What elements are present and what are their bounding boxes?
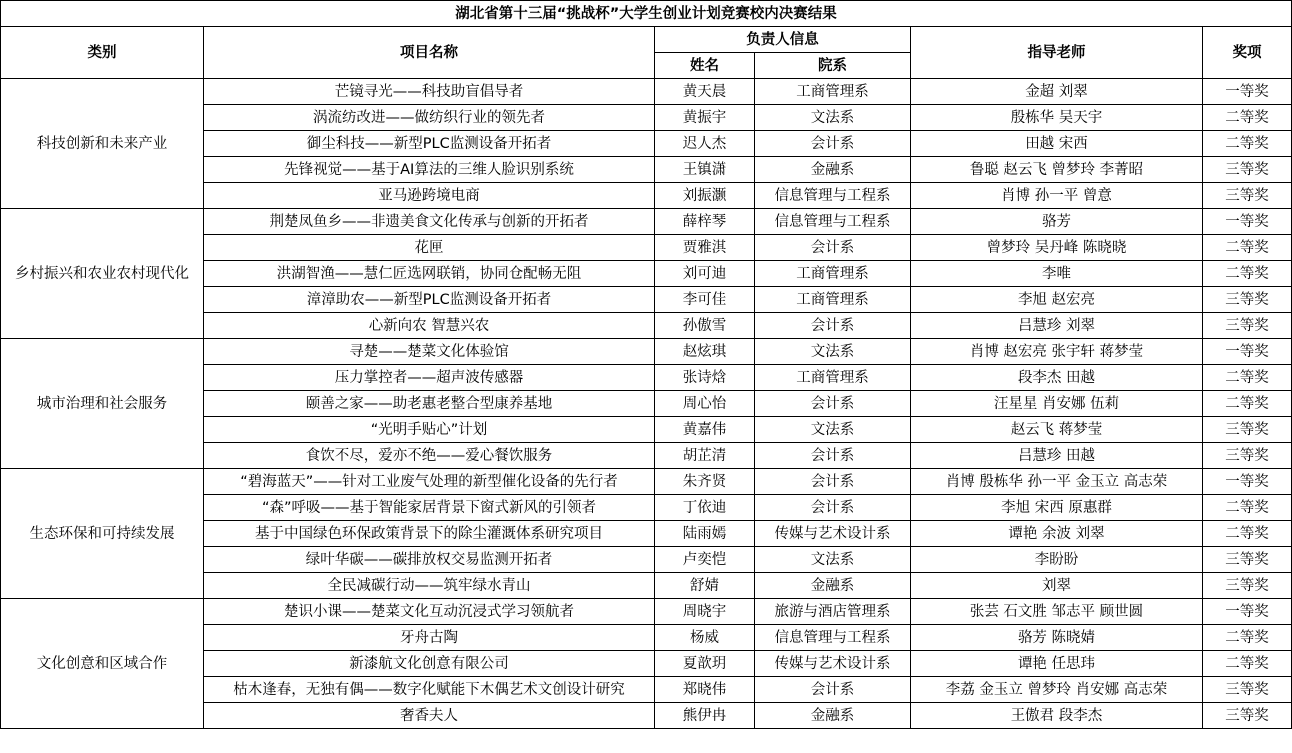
project-name-cell: 牙舟古陶 [204, 625, 655, 651]
table-row [1, 209, 1292, 235]
project-name-cell: 涡流纺改进——做纺织行业的领先者 [204, 105, 655, 131]
project-name-cell: 食饮不尽，爱亦不绝——爱心餐饮服务 [204, 443, 655, 469]
award-cell: 二等奖 [1203, 131, 1292, 157]
award-cell: 二等奖 [1203, 495, 1292, 521]
header-department: 院系 [755, 53, 911, 79]
project-name-cell: 花匣 [204, 235, 655, 261]
advisor-cell: 赵云飞 蒋梦莹 [911, 417, 1203, 443]
award-cell: 三等奖 [1203, 677, 1292, 703]
category-cell: 科技创新和未来产业 [1, 79, 204, 209]
advisor-cell: 殷栋华 吴天宇 [911, 105, 1203, 131]
table-row [1, 599, 1292, 625]
leader-name-cell: 周晓宇 [655, 599, 755, 625]
project-name-cell: 御尘科技——新型PLC监测设备开拓者 [204, 131, 655, 157]
leader-name-cell: 卢奕恺 [655, 547, 755, 573]
advisor-cell: 骆芳 [911, 209, 1203, 235]
table-body [1, 79, 1292, 729]
award-cell: 二等奖 [1203, 365, 1292, 391]
header-category: 类别 [1, 27, 204, 79]
leader-name-cell: 舒婧 [655, 573, 755, 599]
project-name-cell: 寻楚——楚菜文化体验馆 [204, 339, 655, 365]
department-cell: 工商管理系 [755, 365, 911, 391]
department-cell: 会计系 [755, 391, 911, 417]
project-name-cell: 芒镜寻光——科技助盲倡导者 [204, 79, 655, 105]
project-name-cell: 心新向农 智慧兴农 [204, 313, 655, 339]
award-cell: 三等奖 [1203, 287, 1292, 313]
department-cell: 工商管理系 [755, 261, 911, 287]
award-cell: 一等奖 [1203, 339, 1292, 365]
leader-name-cell: 周心怡 [655, 391, 755, 417]
department-cell: 金融系 [755, 703, 911, 729]
advisor-cell: 曾梦玲 吴丹峰 陈晓晓 [911, 235, 1203, 261]
project-name-cell: “碧海蓝天”——针对工业废气处理的新型催化设备的先行者 [204, 469, 655, 495]
advisor-cell: 李唯 [911, 261, 1203, 287]
advisor-cell: 肖博 孙一平 曾意 [911, 183, 1203, 209]
leader-name-cell: 王镇潇 [655, 157, 755, 183]
advisor-cell: 王傲君 段李杰 [911, 703, 1203, 729]
advisor-cell: 田越 宋西 [911, 131, 1203, 157]
leader-name-cell: 贾雅淇 [655, 235, 755, 261]
header-advisor: 指导老师 [911, 27, 1203, 79]
project-name-cell: 绿叶华碳——碳排放权交易监测开拓者 [204, 547, 655, 573]
project-name-cell: 新漆航文化创意有限公司 [204, 651, 655, 677]
advisor-cell: 肖博 殷栋华 孙一平 金玉立 高志荣 [911, 469, 1203, 495]
table-row [1, 79, 1292, 105]
department-cell: 工商管理系 [755, 287, 911, 313]
leader-name-cell: 黄天晨 [655, 79, 755, 105]
project-name-cell: “光明手贴心”计划 [204, 417, 655, 443]
project-name-cell: 基于中国绿色环保政策背景下的除尘灌溉体系研究项目 [204, 521, 655, 547]
department-cell: 金融系 [755, 157, 911, 183]
department-cell: 文法系 [755, 105, 911, 131]
leader-name-cell: 朱齐贤 [655, 469, 755, 495]
award-cell: 三等奖 [1203, 157, 1292, 183]
department-cell: 会计系 [755, 131, 911, 157]
category-cell: 乡村振兴和农业农村现代化 [1, 209, 204, 339]
project-name-cell: 全民减碳行动——筑牢绿水青山 [204, 573, 655, 599]
department-cell: 会计系 [755, 469, 911, 495]
category-cell: 文化创意和区域合作 [1, 599, 204, 729]
department-cell: 会计系 [755, 235, 911, 261]
award-cell: 三等奖 [1203, 417, 1292, 443]
award-cell: 一等奖 [1203, 599, 1292, 625]
department-cell: 信息管理与工程系 [755, 625, 911, 651]
leader-name-cell: 迟人杰 [655, 131, 755, 157]
project-name-cell: 楚识小课——楚菜文化互动沉浸式学习领航者 [204, 599, 655, 625]
page-title: 湖北省第十三届“挑战杯”大学生创业计划竞赛校内决赛结果 [1, 1, 1292, 27]
leader-name-cell: 胡芷清 [655, 443, 755, 469]
advisor-cell: 李荔 金玉立 曾梦玲 肖安娜 高志荣 [911, 677, 1203, 703]
department-cell: 金融系 [755, 573, 911, 599]
leader-name-cell: 郑晓伟 [655, 677, 755, 703]
award-cell: 一等奖 [1203, 469, 1292, 495]
advisor-cell: 李盼盼 [911, 547, 1203, 573]
advisor-cell: 骆芳 陈晓婧 [911, 625, 1203, 651]
advisor-cell: 李旭 赵宏亮 [911, 287, 1203, 313]
advisor-cell: 汪星星 肖安娜 伍莉 [911, 391, 1203, 417]
leader-name-cell: 张诗焓 [655, 365, 755, 391]
leader-name-cell: 丁依迪 [655, 495, 755, 521]
header-name: 姓名 [655, 53, 755, 79]
award-cell: 二等奖 [1203, 391, 1292, 417]
leader-name-cell: 刘可迪 [655, 261, 755, 287]
department-cell: 传媒与艺术设计系 [755, 521, 911, 547]
department-cell: 文法系 [755, 339, 911, 365]
advisor-cell: 吕慧珍 田越 [911, 443, 1203, 469]
leader-name-cell: 赵炫琪 [655, 339, 755, 365]
project-name-cell: “森”呼吸——基于智能家居背景下窗式新风的引领者 [204, 495, 655, 521]
leader-name-cell: 熊伊冉 [655, 703, 755, 729]
leader-name-cell: 夏歆玥 [655, 651, 755, 677]
category-cell: 城市治理和社会服务 [1, 339, 204, 469]
award-cell: 二等奖 [1203, 651, 1292, 677]
department-cell: 会计系 [755, 313, 911, 339]
department-cell: 文法系 [755, 417, 911, 443]
leader-name-cell: 孙傲雪 [655, 313, 755, 339]
leader-name-cell: 陆雨嫣 [655, 521, 755, 547]
award-cell: 三等奖 [1203, 573, 1292, 599]
award-cell: 一等奖 [1203, 209, 1292, 235]
award-cell: 二等奖 [1203, 235, 1292, 261]
header-award: 奖项 [1203, 27, 1292, 79]
header-project: 项目名称 [204, 27, 655, 79]
project-name-cell: 洪湖智渔——慧仁匠选网联销，协同仓配畅无阻 [204, 261, 655, 287]
department-cell: 会计系 [755, 443, 911, 469]
advisor-cell: 肖博 赵宏亮 张宇轩 蒋梦莹 [911, 339, 1203, 365]
table-row [1, 339, 1292, 365]
department-cell: 工商管理系 [755, 79, 911, 105]
header-leader-info: 负责人信息 [655, 27, 911, 53]
advisor-cell: 吕慧珍 刘翠 [911, 313, 1203, 339]
advisor-cell: 谭艳 任思玮 [911, 651, 1203, 677]
advisor-cell: 刘翠 [911, 573, 1203, 599]
department-cell: 会计系 [755, 677, 911, 703]
award-cell: 三等奖 [1203, 313, 1292, 339]
award-cell: 一等奖 [1203, 79, 1292, 105]
project-name-cell: 荆楚凤鱼乡——非遗美食文化传承与创新的开拓者 [204, 209, 655, 235]
leader-name-cell: 李可佳 [655, 287, 755, 313]
advisor-cell: 谭艳 余波 刘翠 [911, 521, 1203, 547]
award-cell: 二等奖 [1203, 105, 1292, 131]
advisor-cell: 段李杰 田越 [911, 365, 1203, 391]
award-cell: 二等奖 [1203, 625, 1292, 651]
award-cell: 三等奖 [1203, 547, 1292, 573]
department-cell: 信息管理与工程系 [755, 183, 911, 209]
advisor-cell: 鲁聪 赵云飞 曾梦玲 李菁昭 [911, 157, 1203, 183]
project-name-cell: 压力掌控者——超声波传感器 [204, 365, 655, 391]
project-name-cell: 枯木逢春，无独有偶——数字化赋能下木偶艺术文创设计研究 [204, 677, 655, 703]
category-cell: 生态环保和可持续发展 [1, 469, 204, 599]
department-cell: 旅游与酒店管理系 [755, 599, 911, 625]
leader-name-cell: 杨威 [655, 625, 755, 651]
award-cell: 二等奖 [1203, 261, 1292, 287]
leader-name-cell: 黄振宇 [655, 105, 755, 131]
project-name-cell: 漳漳助农——新型PLC监测设备开拓者 [204, 287, 655, 313]
leader-name-cell: 刘振灏 [655, 183, 755, 209]
project-name-cell: 奢香夫人 [204, 703, 655, 729]
department-cell: 传媒与艺术设计系 [755, 651, 911, 677]
advisor-cell: 李旭 宋西 原惠群 [911, 495, 1203, 521]
advisor-cell: 金超 刘翠 [911, 79, 1203, 105]
project-name-cell: 颐善之家——助老惠老整合型康养基地 [204, 391, 655, 417]
project-name-cell: 先锋视觉——基于AI算法的三维人脸识别系统 [204, 157, 655, 183]
leader-name-cell: 薛梓琴 [655, 209, 755, 235]
leader-name-cell: 黄嘉伟 [655, 417, 755, 443]
department-cell: 文法系 [755, 547, 911, 573]
advisor-cell: 张芸 石文胜 邹志平 顾世圆 [911, 599, 1203, 625]
project-name-cell: 亚马逊跨境电商 [204, 183, 655, 209]
department-cell: 信息管理与工程系 [755, 209, 911, 235]
award-cell: 三等奖 [1203, 703, 1292, 729]
table-row [1, 469, 1292, 495]
award-cell: 二等奖 [1203, 521, 1292, 547]
department-cell: 会计系 [755, 495, 911, 521]
award-cell: 三等奖 [1203, 443, 1292, 469]
award-cell: 三等奖 [1203, 183, 1292, 209]
